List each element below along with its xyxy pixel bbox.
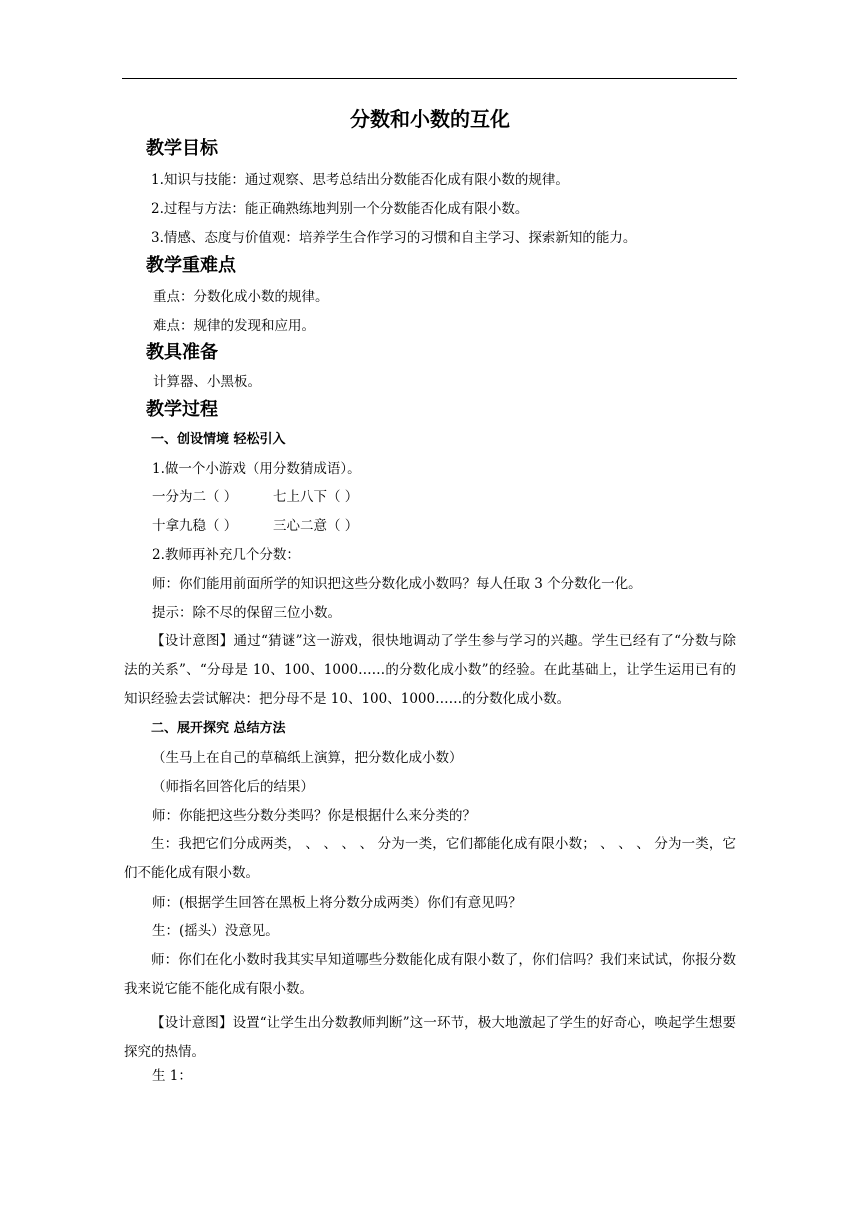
design-intent-1: 【设计意图】通过“猜谜”这一游戏，很快地调动了学生参与学习的兴趣。学生已经有了“分数与除法的关系”、“分母是 10、100、1000……的分数化成小数”的经验。在此基础上，让学生运用已有的知识经验去尝试解决：把分母不是 10、100、1000……的分数化成小数。 xyxy=(124,633,736,707)
process-line-5: 师：(根据学生回答在黑板上将分数分成两类）你们有意见吗？ xyxy=(152,895,522,911)
idiom-1a: 一分为二（ ） xyxy=(152,489,238,505)
heading-goals: 教学目标 xyxy=(146,138,218,159)
part2-heading: 二、展开探究 总结方法 xyxy=(151,721,286,736)
idiom-2a: 十拿九稳（ ） xyxy=(152,518,238,534)
more-fractions-line: 2.教师再补充几个分数： xyxy=(152,547,300,563)
keypoint-item-2: 难点：规律的发现和应用。 xyxy=(153,318,315,334)
process-line-1: （生马上在自己的草稿纸上演算，把分数化成小数） xyxy=(152,750,463,766)
process-line-7: 师：你们在化小数时我其实早知道哪些分数能化成有限小数了，你们信吗？我们来试试，你报分数我来说它能不能化成有限小数。 xyxy=(124,952,736,997)
process-line-3: 师：你能把这些分数分类吗？你是根据什么来分类的？ xyxy=(152,808,476,824)
process-line-6: 生：(摇头）没意见。 xyxy=(152,923,279,939)
heading-keypoints: 教学重难点 xyxy=(146,255,236,276)
goal-item-3: 3.情感、态度与价值观：培养学生合作学习的习惯和自主学习、探索新知的能力。 xyxy=(151,230,637,246)
student-1-line: 生 1： xyxy=(152,1068,192,1084)
process-line-2: （师指名回答化后的结果） xyxy=(152,779,314,795)
materials-text: 计算器、小黑板。 xyxy=(153,374,261,390)
goal-item-1: 1.知识与技能：通过观察、思考总结出分数能否化成有限小数的规律。 xyxy=(151,172,569,188)
teacher-line-1: 师：你们能用前面所学的知识把这些分数化成小数吗？每人任取 3 个分数化一化。 xyxy=(152,576,642,592)
design-intent-2: 【设计意图】设置“让学生出分数教师判断”这一环节，极大地激起了学生的好奇心，唤起学生想要探究的热情。 xyxy=(124,1015,736,1060)
hint-line: 提示：除不尽的保留三位小数。 xyxy=(152,605,341,621)
page-title: 分数和小数的互化 xyxy=(350,107,510,131)
goal-item-2: 2.过程与方法：能正确熟练地判别一个分数能否化成有限小数。 xyxy=(151,201,529,217)
game-line: 1.做一个小游戏（用分数猜成语）。 xyxy=(152,461,361,477)
idiom-1b: 七上八下（ ） xyxy=(273,489,359,505)
heading-process: 教学过程 xyxy=(146,399,218,420)
idiom-2b: 三心二意（ ） xyxy=(273,518,359,534)
student-answer: 生：我把它们分成两类， 、 、 、 、 分为一类，它们都能化成有限小数； 、 、 、 分为一类，它们不能化成有限小数。 xyxy=(124,836,736,881)
header-rule xyxy=(122,78,737,79)
keypoint-item-1: 重点：分数化成小数的规律。 xyxy=(153,289,329,305)
heading-materials: 教具准备 xyxy=(146,342,218,363)
part1-heading: 一、创设情境 轻松引入 xyxy=(151,432,286,447)
